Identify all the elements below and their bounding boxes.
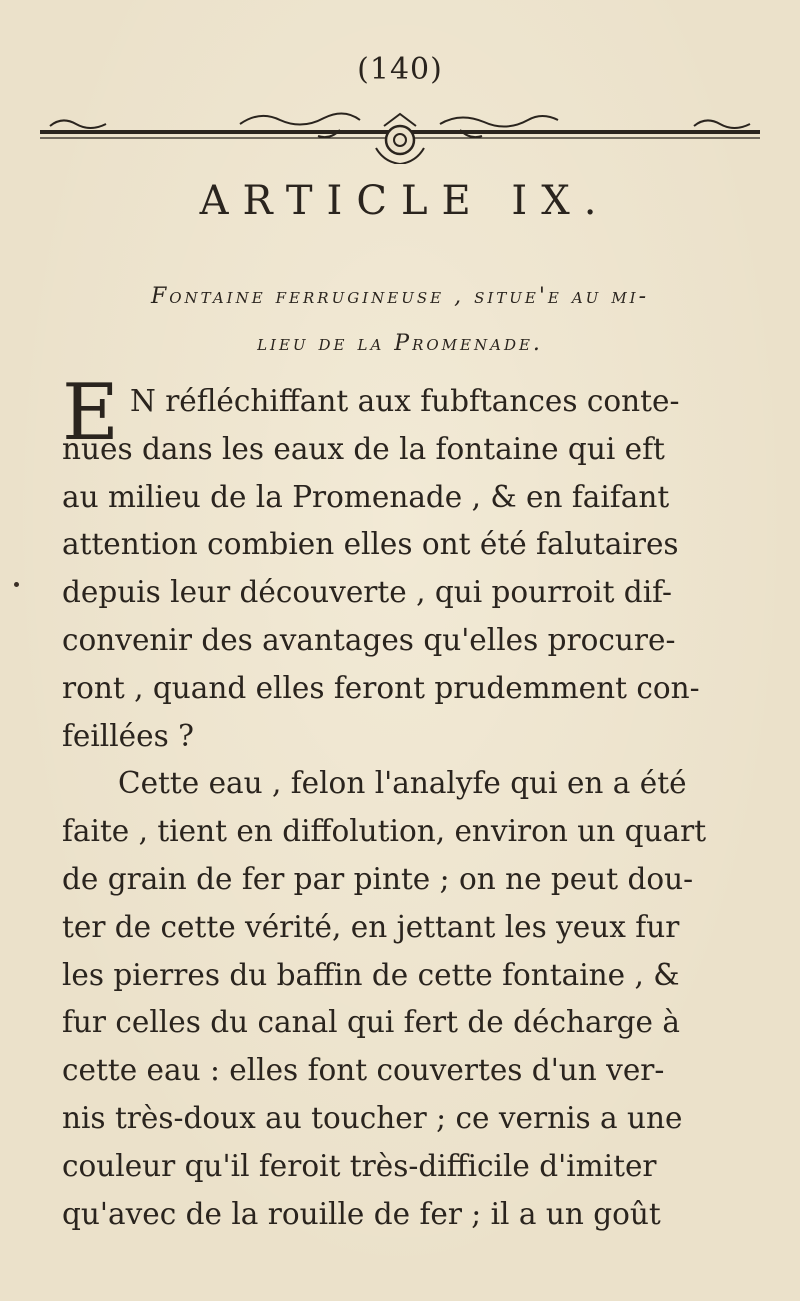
text-line: les pierres du baffin de cette fontaine , & bbox=[62, 957, 680, 992]
text-line: depuis leur découverte , qui pourroit dif- bbox=[62, 575, 672, 610]
text-line: Cette eau , felon l'analyfe qui en a été bbox=[118, 766, 687, 801]
article-heading: ARTICLE IX. bbox=[199, 178, 611, 224]
text-line: nues dans les eaux de la fontaine qui eft bbox=[62, 431, 665, 466]
text-line: qu'avec de la rouille de fer ; il a un goût bbox=[62, 1196, 661, 1231]
text-line: attention combien elles ont été falutaires bbox=[62, 527, 679, 562]
text-line: nis très-doux au toucher ; ce vernis a une bbox=[62, 1100, 683, 1135]
text-line: feillées ? bbox=[62, 718, 194, 753]
text-line: au milieu de la Promenade , & en faifant bbox=[62, 479, 670, 514]
article-subtitle-line-1: Fontaine ferrugineuse , situe'e au mi- bbox=[150, 284, 650, 309]
article-subtitle-line-2: lieu de la Promenade. bbox=[257, 331, 543, 356]
ornamental-rule bbox=[40, 104, 760, 164]
text-line: N réfléchiffant aux fubftances conte- bbox=[130, 384, 680, 418]
text-line: ront , quand elles feront prudemment con- bbox=[62, 670, 700, 705]
text-line: fur celles du canal qui fert de décharge à bbox=[62, 1005, 680, 1040]
text-line: cette eau : elles font couvertes d'un ver- bbox=[62, 1053, 665, 1088]
drop-cap: E bbox=[62, 368, 119, 458]
text-line: ter de cette vérité, en jettant les yeux fur bbox=[62, 909, 680, 944]
text-line: couleur qu'il feroit très-difficile d'imiter bbox=[62, 1148, 657, 1183]
body-text bbox=[62, 378, 752, 1238]
margin-mark bbox=[14, 582, 19, 587]
page-number: (140) bbox=[357, 52, 443, 87]
text-line: de grain de fer par pinte ; on ne peut dou- bbox=[62, 861, 694, 896]
text-line: convenir des avantages qu'elles procure- bbox=[62, 622, 676, 657]
text-line: faite , tient en diffolution, environ un quart bbox=[62, 814, 707, 849]
